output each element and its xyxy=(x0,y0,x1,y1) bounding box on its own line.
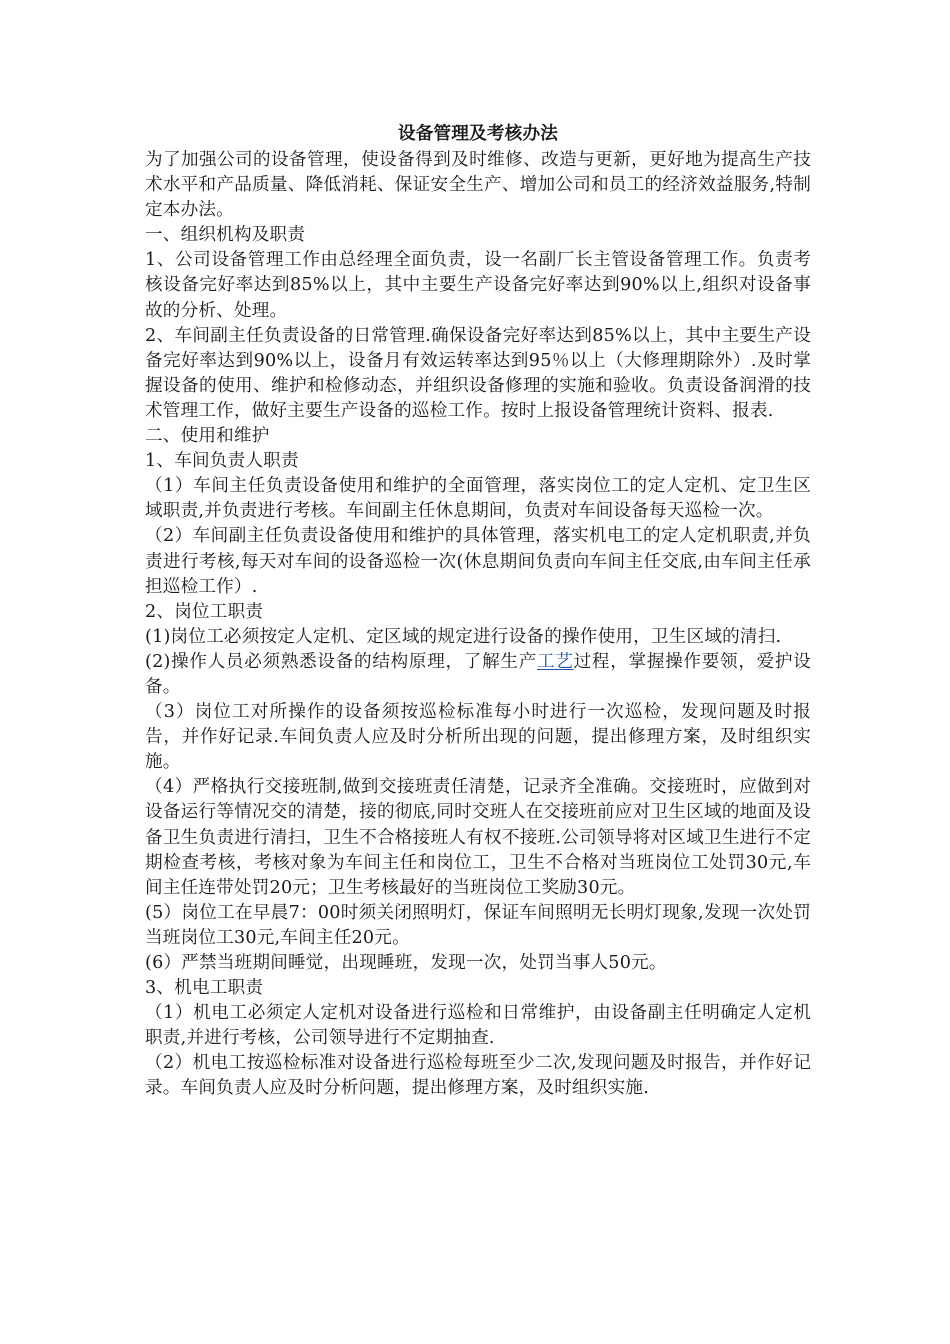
document-page xyxy=(145,120,811,1102)
subsection-heading-post-worker: 2、岗位工职责 xyxy=(145,601,264,622)
paragraph: （4）严格执行交接班制,做到交接班责任清楚，记录齐全准确。交接班时，应做到对设备运行等情况交的清楚，接的彻底,同时交班人在交接班前应对卫生区域的地面及设备卫生负责进行清扫，卫生不合格接班人有权不接班.公司领导将对区域卫生进行不定期检查考核，考核对象为车间主任和岗位工，卫生不合格对当班岗位工处罚30元,车间主任连带处罚20元；卫生考核最好的当班岗位工奖励30元。 xyxy=(145,777,811,898)
paragraph-with-link xyxy=(145,650,811,700)
process-link[interactable]: 工艺 xyxy=(537,651,574,672)
document-title: 设备管理及考核办法 xyxy=(397,123,559,144)
paragraph: 2、车间副主任负责设备的日常管理.确保设备完好率达到85%以上，其中主要生产设备完好率达到90%以上，设备月有效运转率达到95％以上（大修理期除外）.及时掌握设备的使用、维护和检修动态，并组织设备修理的实施和验收。负责设备润滑的技术管理工作，做好主要生产设备的巡检工作。按时上报设备管理统计资料、报表. xyxy=(145,325,811,421)
intro-paragraph: 为了加强公司的设备管理，使设备得到及时维修、改造与更新，更好地为提高生产技术水平和产品质量、降低消耗、保证安全生产、增加公司和员工的经济效益服务,特制定本办法。 xyxy=(145,150,811,221)
subsection-heading-electrician: 3、机电工职责 xyxy=(145,978,264,999)
section-heading-usage-maintenance: 二、使用和维护 xyxy=(145,426,270,447)
subsection-heading-workshop-leader: 1、车间负责人职责 xyxy=(145,451,299,472)
paragraph: (6）严禁当班期间睡觉，出现睡班，发现一次，处罚当事人50元。 xyxy=(145,953,667,973)
paragraph: （1）车间主任负责设备使用和维护的全面管理，落实岗位工的定人定机、定卫生区域职责,并负责进行考核。车间副主任休息期间，负责对车间设备每天巡检一次。 xyxy=(145,476,811,522)
paragraph: （2）车间副主任负责设备使用和维护的具体管理，落实机电工的定人定机职责,并负责进行考核,每天对车间的设备巡检一次(休息期间负责向车间主任交底,由车间主任承担巡检工作）. xyxy=(145,526,811,597)
paragraph: （2）机电工按巡检标准对设备进行巡检每班至少二次,发现问题及时报告，并作好记录。车间负责人应及时分析问题，提出修理方案，及时组织实施. xyxy=(145,1053,811,1099)
paragraph: (1)岗位工必须按定人定机、定区域的规定进行设备的操作使用，卫生区域的清扫. xyxy=(145,626,782,647)
paragraph: （1）机电工必须定人定机对设备进行巡检和日常维护，由设备副主任明确定人定机职责,并进行考核，公司领导进行不定期抽查. xyxy=(145,1003,811,1049)
paragraph: （3）岗位工对所操作的设备须按巡检标准每小时进行一次巡检，发现问题及时报告，并作好记录.车间负责人应及时分析所出现的问题，提出修理方案，及时组织实施。 xyxy=(145,702,811,773)
paragraph: (5）岗位工在早晨7：00时须关闭照明灯，保证车间照明无长明灯现象,发现一次处罚当班岗位工30元,车间主任20元。 xyxy=(145,902,811,948)
section-heading-organization: 一、组织机构及职责 xyxy=(145,225,306,246)
paragraph: 1、公司设备管理工作由总经理全面负责，设一名副厂长主管设备管理工作。负责考核设备完好率达到85%以上，其中主要生产设备完好率达到90%以上,组织对设备事故的分析、处理。 xyxy=(145,250,811,321)
paragraph-text: 过程，掌握操作要领，爱护设备。 xyxy=(145,651,812,697)
paragraph-text: (2)操作人员必须熟悉设备的结构原理，了解生产 xyxy=(145,651,538,672)
